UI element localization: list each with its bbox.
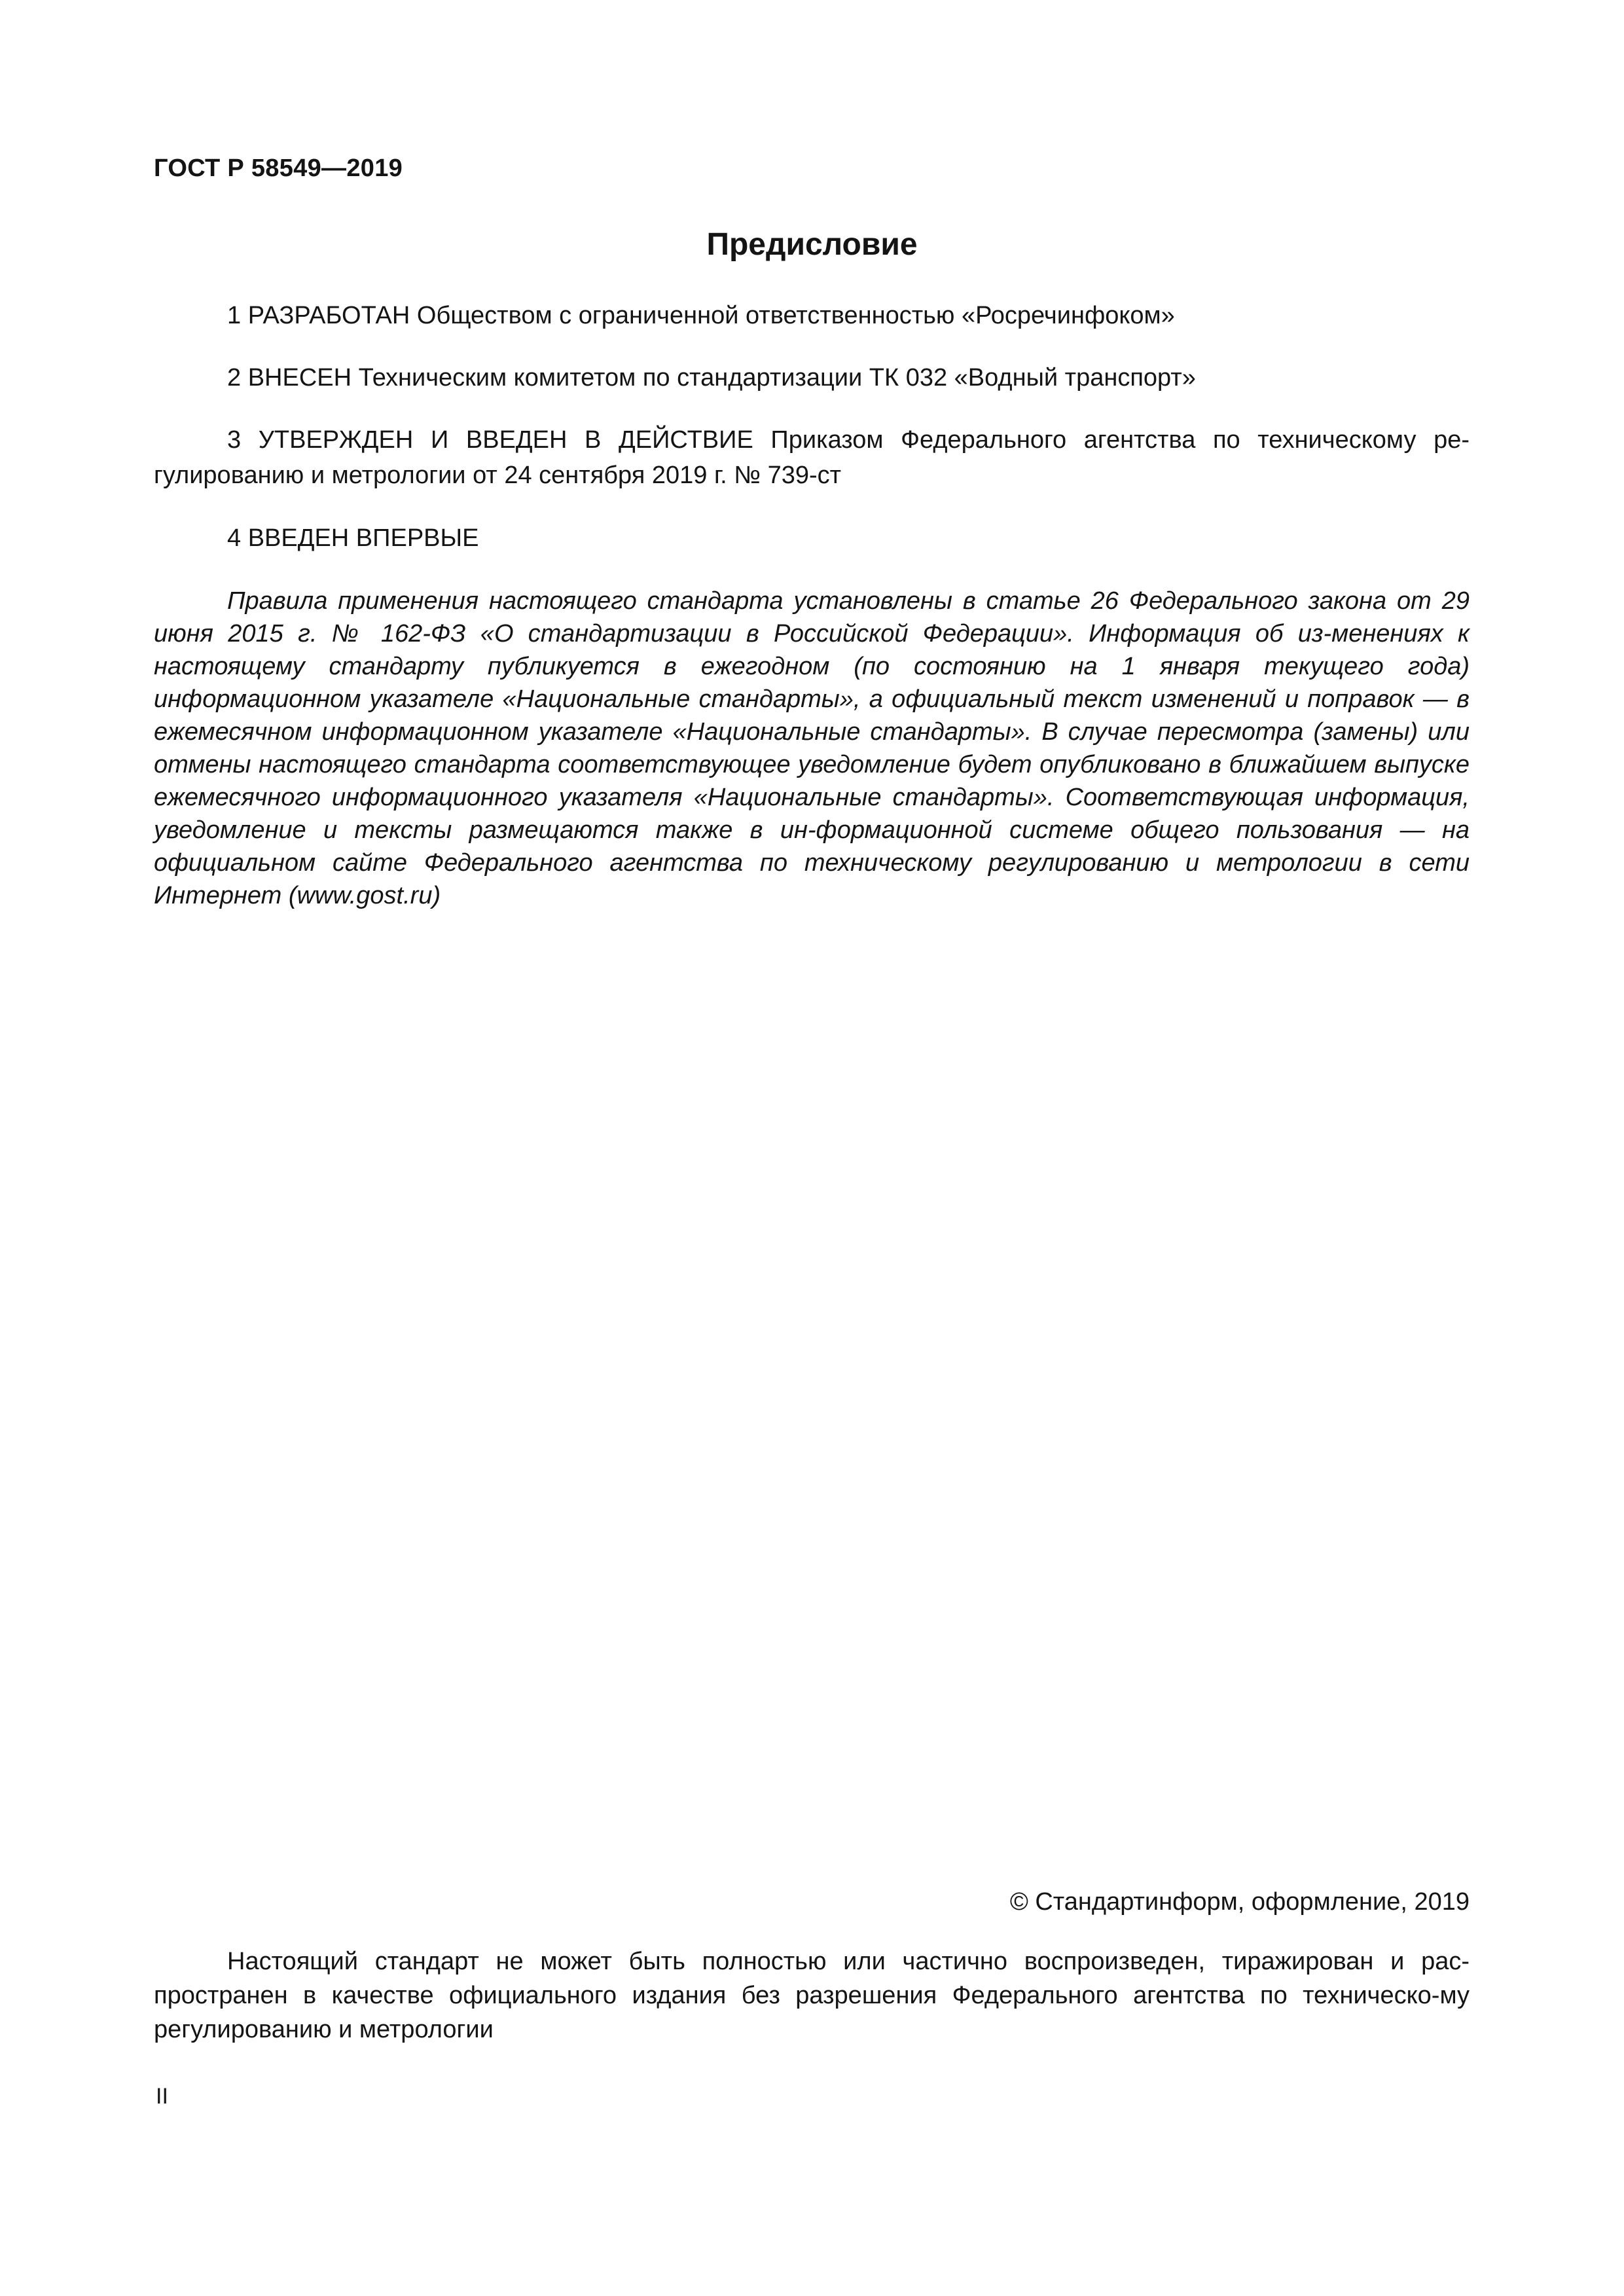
- reproduction-notice: Настоящий стандарт не может быть полностью или частично воспроизведен, тиражирован и рас-пространен в качестве официального издания без разрешения Федерального агентства по техническо-му регулированию и метрологии: [154, 1948, 1470, 2043]
- item-developed: 1 РАЗРАБОТАН Обществом с ограниченной ответственностью «Росречинфоком»: [227, 302, 1175, 329]
- rules-paragraph: Правила применения настоящего стандарта установлены в статье 26 Федерального закона от 29 июня 2015 г. № 162-ФЗ «О стандартизации в Российской Федерации». Информация об из-менениях к настоящему стандарту публикуется в ежегодном (по состоянию на 1 января текущего года) информационном указателе «Национальные стандарты», а официальный текст изменений и поправок — в ежемесячном информационном указателе «Национальные стандарты». В случае пересмотра (замены) или отмены настоящего стандарта соответствующее уведомление будет опубликовано в ближайшем выпуске ежемесячного информационного указателя «Национальные стандарты». Соответствующая информация, уведомление и тексты размещаются также в ин-формационной системе общего пользования — на официальном сайте Федерального агентства по техническому регулированию и метрологии в сети Интернет (www.gost.ru): [154, 587, 1470, 909]
- document-code: ГОСТ Р 58549—2019: [154, 155, 403, 182]
- item-approved: 3 УТВЕРЖДЕН И ВВЕДЕН В ДЕЙСТВИЕ Приказом Федерального агентства по техническому ре-гулированию и метрологии от 24 сентября 2019 г. № 739-ст: [154, 426, 1470, 489]
- item-introduced: 2 ВНЕСЕН Техническим комитетом по стандартизации ТК 032 «Водный транспорт»: [227, 364, 1196, 392]
- item-first-introduced: 4 ВВЕДЕН ВПЕРВЫЕ: [227, 524, 479, 552]
- page-title: Предисловие: [706, 227, 918, 262]
- page-number: II: [156, 2084, 168, 2109]
- copyright-line: © Стандартинформ, оформление, 2019: [1009, 1888, 1470, 1916]
